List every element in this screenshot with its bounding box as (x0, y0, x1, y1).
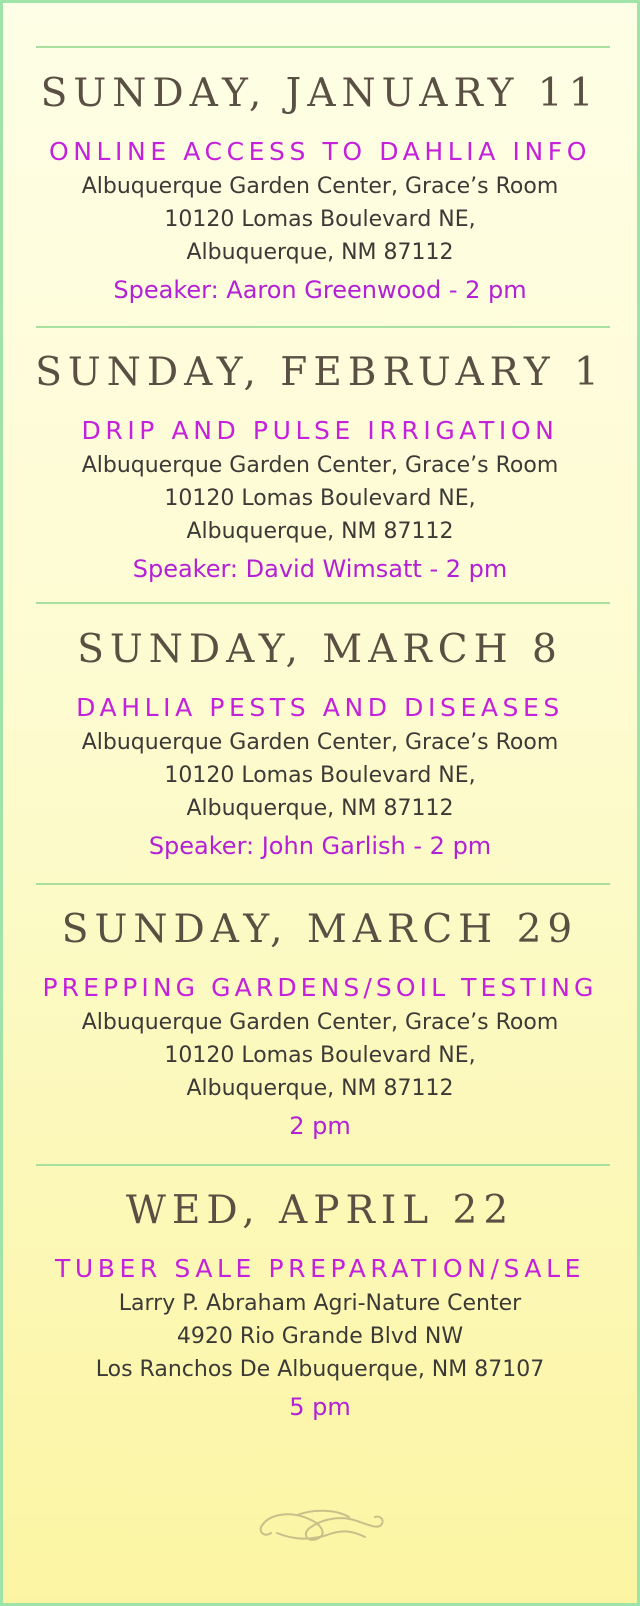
flourish-ornament-icon (257, 1503, 387, 1547)
event-speaker: Speaker: David Wimsatt - 2 pm (132, 555, 508, 583)
event-1 (3, 73, 637, 307)
event-topic: TUBER SALE PREPARATION/SALE (54, 1254, 586, 1283)
event-speaker: Speaker: Aaron Greenwood - 2 pm (113, 276, 527, 304)
event-address-line-1: Albuquerque Garden Center, Grace’s Room (81, 730, 559, 755)
event-date: SUNDAY, FEBRUARY 1 (35, 350, 605, 395)
event-address-line-2: 10120 Lomas Boulevard NE, (164, 207, 476, 232)
event-date: WED, APRIL 22 (125, 1188, 515, 1233)
event-address-line-3: Albuquerque, NM 87112 (186, 796, 454, 821)
event-topic: ONLINE ACCESS TO DAHLIA INFO (48, 137, 592, 166)
divider (36, 883, 610, 885)
event-address-line-1: Albuquerque Garden Center, Grace’s Room (81, 174, 559, 199)
divider (36, 1164, 610, 1166)
event-2 (3, 352, 637, 586)
event-5 (3, 1190, 637, 1424)
event-topic: PREPPING GARDENS/SOIL TESTING (42, 973, 598, 1002)
event-speaker: Speaker: John Garlish - 2 pm (148, 832, 492, 860)
event-address-line-2: 10120 Lomas Boulevard NE, (164, 486, 476, 511)
event-address-line-3: Albuquerque, NM 87112 (186, 519, 454, 544)
event-time: 5 pm (289, 1393, 351, 1421)
event-address-line-2: 4920 Rio Grande Blvd NW (176, 1324, 464, 1349)
event-address-line-3: Albuquerque, NM 87112 (186, 1076, 454, 1101)
event-date: SUNDAY, MARCH 8 (77, 627, 563, 672)
event-topic: DAHLIA PESTS AND DISEASES (76, 693, 564, 722)
event-date: SUNDAY, MARCH 29 (61, 907, 579, 952)
event-address-line-1: Albuquerque Garden Center, Grace’s Room (81, 453, 559, 478)
event-address-line-1: Albuquerque Garden Center, Grace’s Room (81, 1010, 559, 1035)
event-address-line-2: 10120 Lomas Boulevard NE, (164, 1043, 476, 1068)
event-date: SUNDAY, JANUARY 11 (40, 71, 600, 116)
event-address-line-3: Albuquerque, NM 87112 (186, 240, 454, 265)
event-address-line-1: Larry P. Abraham Agri-Nature Center (118, 1291, 522, 1316)
event-topic: DRIP AND PULSE IRRIGATION (81, 416, 559, 445)
event-3 (3, 629, 637, 863)
event-4 (3, 909, 637, 1143)
event-address-line-2: 10120 Lomas Boulevard NE, (164, 763, 476, 788)
event-address-line-3: Los Ranchos De Albuquerque, NM 87107 (95, 1357, 545, 1382)
divider (36, 326, 610, 328)
divider (36, 602, 610, 604)
event-time: 2 pm (289, 1112, 351, 1140)
divider (36, 46, 610, 48)
